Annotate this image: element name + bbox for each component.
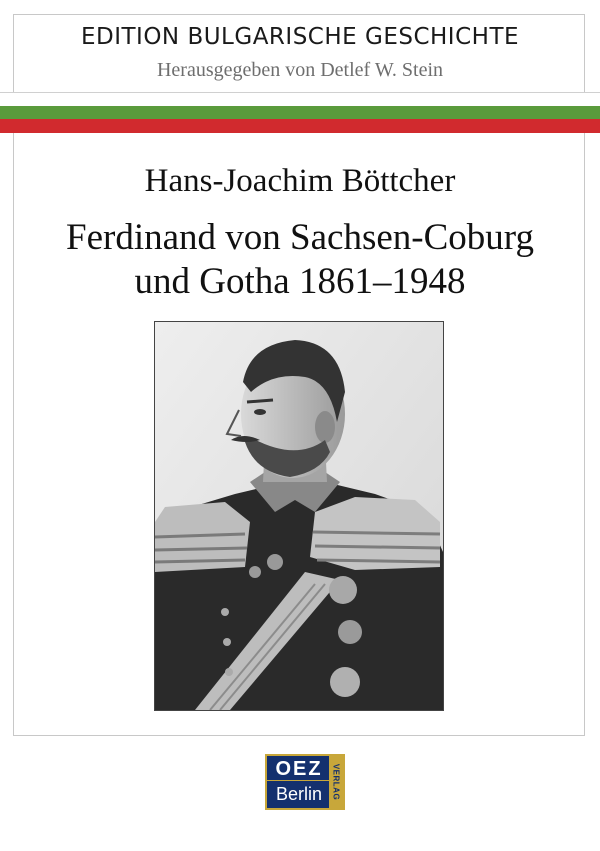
flag-stripe-white	[0, 92, 600, 106]
series-title: EDITION BULGARISCHE GESCHICHTE	[80, 24, 520, 50]
author-name: Hans-Joachim Böttcher	[144, 163, 456, 199]
publisher-logo-verlag: VERLAG	[329, 756, 343, 808]
book-title	[0, 216, 600, 304]
book-title-line-2: und Gotha 1861–1948	[134, 261, 466, 302]
publisher-logo-berlin: Berlin	[267, 780, 331, 807]
series-editor: Herausgegeben von Detlef W. Stein	[156, 59, 444, 81]
publisher-logo-oez: OEZ	[275, 758, 323, 780]
flag-stripe-green	[0, 106, 600, 119]
book-title-line-1: Ferdinand von Sachsen-Coburg	[66, 217, 534, 258]
portrait-photo	[154, 321, 444, 711]
flag-stripe-red	[0, 119, 600, 133]
publisher-logo	[265, 754, 345, 810]
